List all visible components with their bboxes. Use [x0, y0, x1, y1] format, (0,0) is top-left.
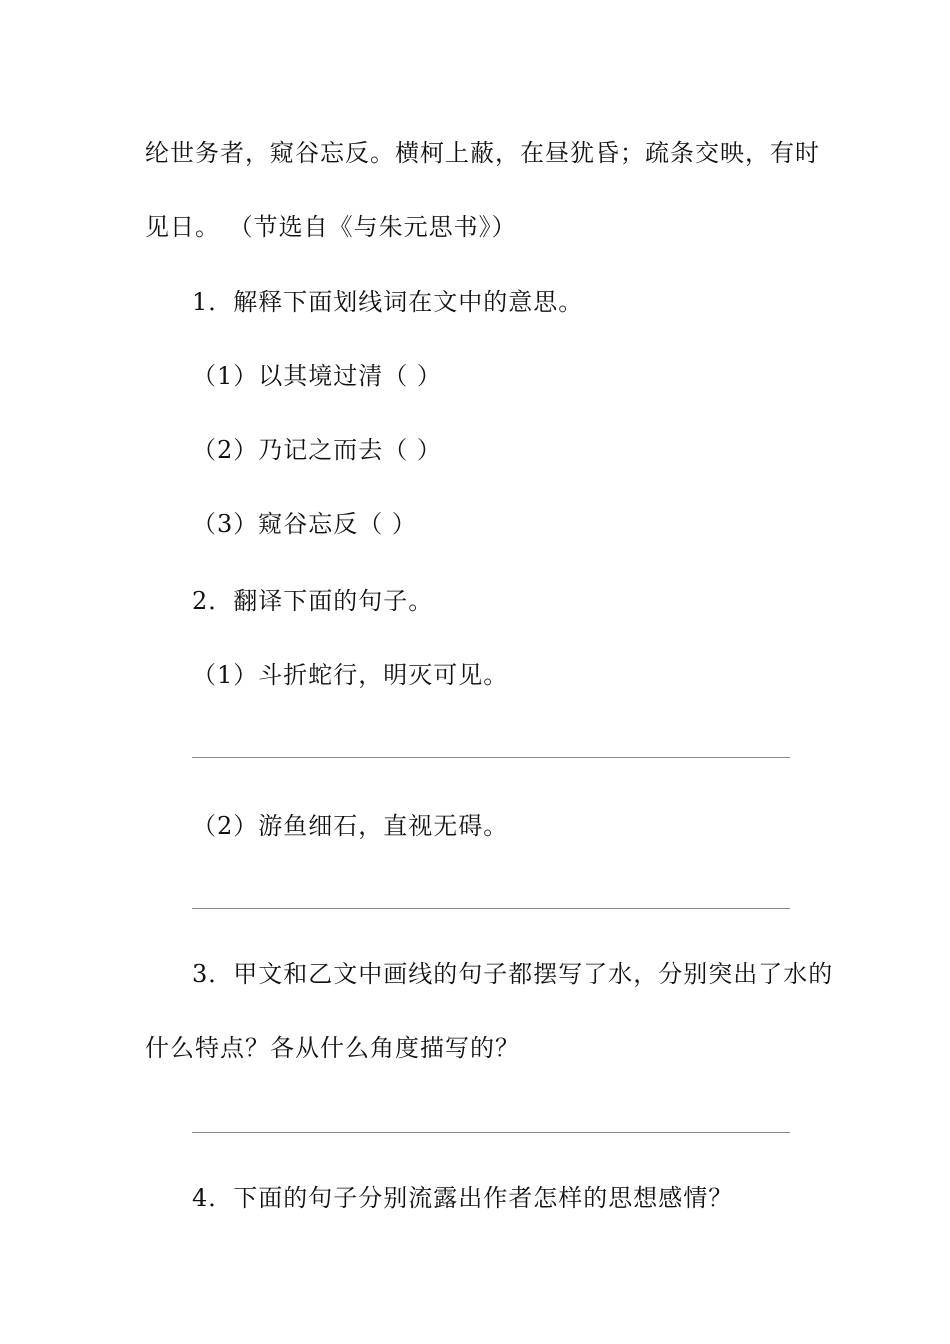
question-2-item-1: （1）斗折蛇行，明灭可见。	[192, 661, 509, 689]
question-2-prompt: 2．翻译下面的句子。	[192, 587, 434, 615]
answer-line-q3[interactable]	[192, 1132, 790, 1133]
question-2-item-2: （2）游鱼细石，直视无碍。	[192, 812, 509, 840]
question-1-item-2: （2）乃记之而去（ ）	[192, 436, 442, 464]
question-4-prompt: 4．下面的句子分别流露出作者怎样的思想感情？	[192, 1184, 734, 1212]
passage-line-2-source: 见日。 （节选自《与朱元思书》）	[145, 213, 517, 241]
question-1-item-3: （3）窥谷忘反（ ）	[192, 510, 417, 538]
passage-line-1: 纶世务者，窥谷忘反。横柯上蔽，在昼犹昏；疏条交映，有时	[145, 139, 820, 167]
answer-line-q2-2[interactable]	[192, 908, 790, 909]
question-1-item-1: （1）以其境过清（ ）	[192, 362, 442, 390]
question-3-line-1: 3．甲文和乙文中画线的句子都摆写了水，分别突出了水的	[192, 960, 834, 988]
answer-line-q2-1[interactable]	[192, 757, 790, 758]
question-1-prompt: 1．解释下面划线词在文中的意思。	[192, 288, 584, 316]
question-3-line-2: 什么特点？各从什么角度描写的？	[145, 1034, 520, 1062]
